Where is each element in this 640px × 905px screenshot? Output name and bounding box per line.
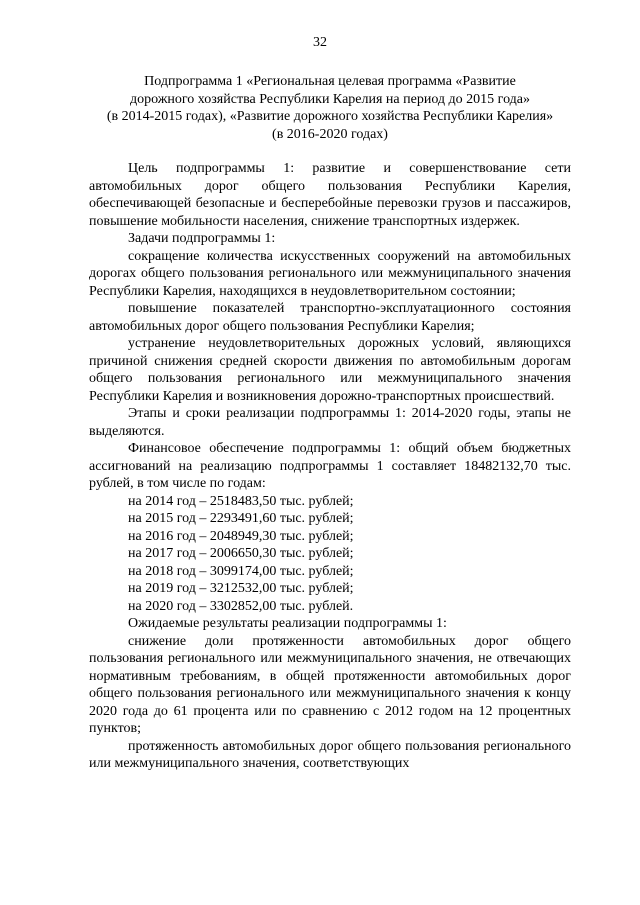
funding-year-item: на 2014 год – 2518483,50 тыс. рублей; <box>128 493 354 509</box>
funding-year-item: на 2019 год – 3212532,00 тыс. рублей; <box>128 581 354 596</box>
funding-year-item: на 2016 год – 2048949,30 тыс. рублей; <box>128 528 354 544</box>
document-body <box>89 160 571 773</box>
task-item: сокращение количества искусственных сооружений на автомобильных дорогах общего пользования регионального или межмуниципального значения Республики Карелия, находящихся в неудовлетворительном состоянии; <box>89 248 571 299</box>
funding-year-item: на 2018 год – 3099174,00 тыс. рублей; <box>128 563 354 579</box>
title-line: (в 2016-2020 годах) <box>272 126 388 142</box>
task-item: повышение показателей транспортно-эксплуатационного состояния автомобильных дорог общего пользования Республики Карелия; <box>89 301 571 334</box>
result-item: протяженность автомобильных дорог общего пользования регионального или межмуниципального значения, соответствующих <box>89 738 571 771</box>
result-item: снижение доли протяженности автомобильных дорог общего пользования регионального или межмуниципального значения, не отвечающих нормативным требованиям, в общей протяженности автомобильных дорог общего пользования регионального или межмуниципального значения к концу 2020 года до 61 процента или по сравнению с 2012 годом на 12 процентных пунктов; <box>89 633 571 736</box>
subprogram-title <box>85 73 575 143</box>
task-item: устранение неудовлетворительных дорожных условий, являющихся причиной снижения средней скорости движения по автомобильным дорогам общего пользования регионального или межмуниципального значения Республики Карелия и возникновения дорожно-транспортных происшествий. <box>89 336 571 404</box>
financing-paragraph: Финансовое обеспечение подпрограммы 1: общий объем бюджетных ассигнований на реализацию подпрограммы 1 составляет 18482132,70 тыс. рублей, в том числе по годам: <box>89 441 571 491</box>
results-heading: Ожидаемые результаты реализации подпрограммы 1: <box>128 616 447 631</box>
title-line: Подпрограмма 1 «Региональная целевая программа «Развитие <box>144 74 516 89</box>
title-line: (в 2014-2015 годах), «Развитие дорожного хозяйства Республики Карелия» <box>106 109 554 124</box>
stages-paragraph: Этапы и сроки реализации подпрограммы 1: 2014-2020 годы, этапы не выделяются. <box>89 406 571 439</box>
funding-year-item: на 2015 год – 2293491,60 тыс. рублей; <box>128 511 354 526</box>
tasks-heading: Задачи подпрограммы 1: <box>128 231 276 246</box>
goal-paragraph: Цель подпрограммы 1: развитие и совершенствование сети автомобильных дорог общего пользования Республики Карелия, обеспечивающей безопасные и бесперебойные перевозки грузов и пассажиров, повышение мобильности населения, снижение транспортных издержек. <box>89 161 571 229</box>
title-line: дорожного хозяйства Республики Карелия на период до 2015 года» <box>129 91 531 107</box>
funding-year-item: на 2017 год – 2006650,30 тыс. рублей; <box>128 546 354 561</box>
funding-year-item: на 2020 год – 3302852,00 тыс. рублей. <box>128 598 354 614</box>
page-number: 32 <box>313 35 327 50</box>
